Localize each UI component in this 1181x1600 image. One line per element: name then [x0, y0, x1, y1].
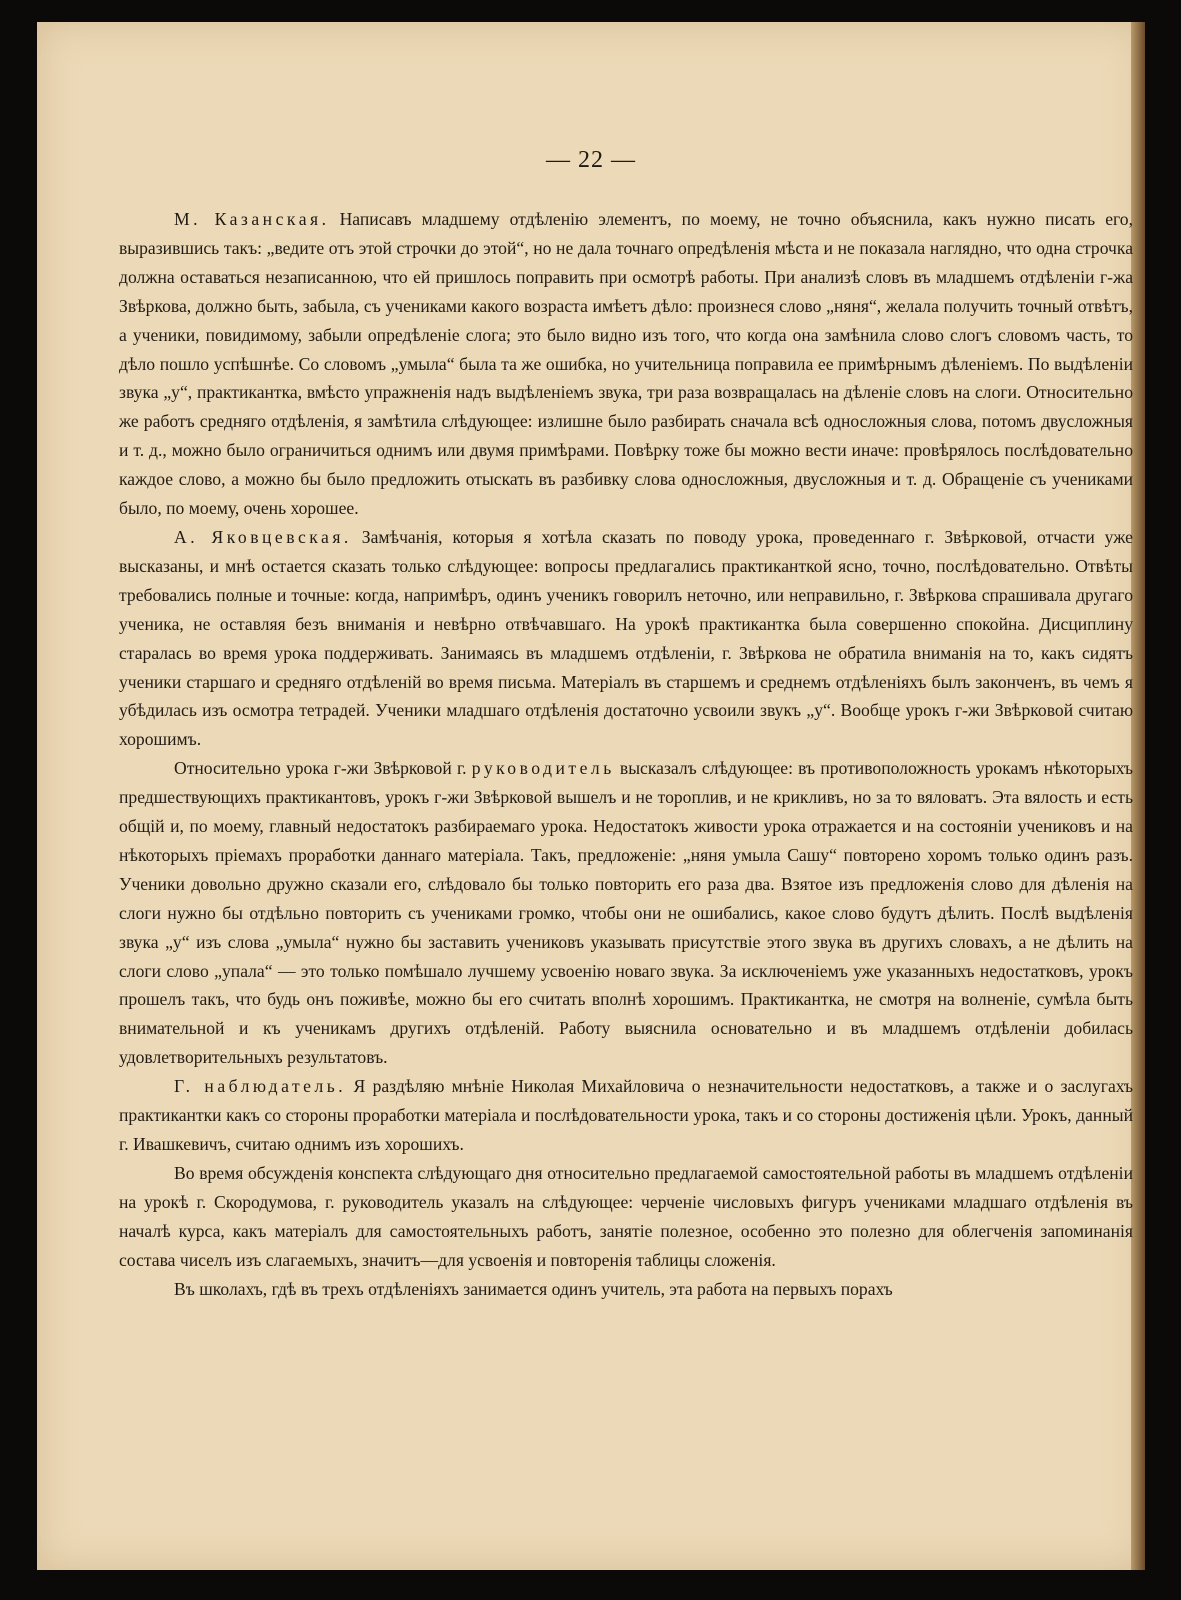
spaced-word: руководитель [471, 758, 615, 779]
paragraph-text: Написавъ младшему отдѣленію элементъ, по моему, не точно объяснила, какъ нужно писать его, выразившись такъ: „ведите отъ этой строчки до этой“, но не дала точнаго опредѣленія мѣста и не показала наглядно, что одна строчка должна оставаться незаписанною, что ей пришлось поправить при осмотрѣ работы. При анализѣ словъ въ младшемъ отдѣленіи г-жа Звѣркова, должно быть, забыла, съ учениками какого возраста имѣетъ дѣло: произнеся слово „няня“, желала получить точный отвѣтъ, а ученики, повидимому, забыли опредѣленіе слога; это было видно изъ того, что когда она замѣнила слово слогъ словомъ часть, то дѣло пошло успѣшнѣе. Со словомъ „умыла“ была та же ошибка, но учительница поправила ее примѣрнымъ дѣленіемъ. По выдѣленіи звука „у“, практикантка, вмѣсто упражненія надъ выдѣленіемъ звука, три раза возвращалась на дѣленіе словъ на слоги. Относительно же работъ средняго отдѣленія, я замѣтила слѣдующее: излишне было разбирать сначала всѣ односложныя слова, потомъ двусложныя и т. д., можно было ограничиться однимъ или двумя примѣрами. Повѣрку тоже бы можно вести иначе: провѣрялось послѣдовательно каждое слово, а можно бы было предложить отыскать въ разбивку слова односложныя, двусложныя и т. д. Обращеніе съ учениками было, по моему, очень хорошее. [119, 209, 1133, 519]
paragraph-kazanskaya [119, 205, 1133, 523]
paragraph-text: Во время обсужденія конспекта слѣдующаго дня относительно предлагаемой самостоятельной работы въ младшемъ отдѣленіи на урокѣ г. Скородумова, г. руководитель указалъ на слѣдующее: черченіе числовыхъ фигуръ учениками младшаго отдѣленія въ началѣ курса, какъ матеріалъ для самостоятельныхъ работъ, занятіе полезное, особенно это полезно для облегченія запоминанія состава чиселъ изъ слагаемыхъ, значитъ—для усвоенія и повторенія таблицы сложенія. [119, 1162, 1133, 1270]
page-number: — 22 — [546, 147, 636, 173]
paragraph-text-before: Относительно урока г-жи Звѣрковой г. [174, 758, 467, 779]
speaker-name: М. Казанская. [174, 209, 330, 229]
speaker-name: А. Яковцевская. [174, 526, 352, 547]
paragraph-text: Въ школахъ, гдѣ въ трехъ отдѣленіяхъ занимается одинъ учитель, эта работа на первыхъ порахъ [174, 1278, 893, 1299]
speaker-name: Г. наблюдатель. [174, 1076, 347, 1097]
paragraph-konspekt [119, 1159, 1133, 1275]
paragraph-text: Замѣчанія, которыя я хотѣла сказать по поводу урока, проведеннаго г. Звѣрковой, отчасти уже высказаны, и мнѣ остается сказать только слѣдующее: вопросы предлагались практиканткой ясно, точно, послѣдовательно. Отвѣты требовались полные и точные: когда, напримѣръ, одинъ ученикъ говорилъ неточно, или неправильно, г. Звѣркова спрашивала другаго ученика, не оставляя безъ вниманія и невѣрно отвѣчавшаго. На урокѣ практикантка была совершенно спокойна. Дисциплину старалась во время урока поддерживать. Занимаясь въ младшемъ отдѣленіи, г. Звѣркова не обратила вниманія на то, какъ сидятъ ученики старшаго и средняго отдѣленій во время письма. Матеріалъ въ старшемъ и среднемъ отдѣленіяхъ былъ законченъ, въ чемъ я убѣдилась изъ осмотра тетрадей. Ученики младшаго отдѣленія достаточно усвоили звукъ „у“. Вообще урокъ г-жи Звѣрковой считаю хорошимъ. [119, 526, 1133, 750]
paragraph-nablyudatel [119, 1072, 1133, 1159]
paragraph-text: Я раздѣляю мнѣніе Николая Михайловича о незначительности недостатковъ, а также и о заслугахъ практикантки какъ со стороны проработки матеріала и послѣдовательности урока, такъ и со стороны достиженія цѣли. Урокъ, данный г. Ивашкевичъ, считаю однимъ изъ хорошихъ. [119, 1076, 1133, 1154]
paragraph-rukovoditel [119, 754, 1133, 1072]
paragraph-text-after: высказалъ слѣдующее: въ противоположность урокамъ нѣкоторыхъ предшествующихъ практикантовъ, урокъ г-жи Звѣрковой вышелъ и не тороплив, и не крикливъ, но за то вяловатъ. Эта вялость и есть общій и, по моему, главный недостатокъ разбираемаго урока. Недостатокъ живости урока отражается и на состояніи учениковъ и на нѣкоторыхъ пріемахъ проработки даннаго матеріала. Такъ, предложеніе: „няня умыла Сашу“ повторено хоромъ только одинъ разъ. Ученики довольно дружно сказали его, слѣдовало бы только повторить его раза два. Взятое изъ предложенія слово для дѣленія на слоги нужно бы отдѣльно повторить съ учениками громко, чтобы они не ошибались, какое слово будутъ дѣлить. Послѣ выдѣленія звука „у“ изъ слова „умыла“ нужно бы заставить учениковъ указывать присутствіе этого звука въ другихъ словахъ, а не дѣлить на слоги слово „упала“ — это только помѣшало лучшему усвоенію новаго звука. За исключеніемъ уже указанныхъ недостатковъ, урокъ прошелъ такъ, что будь онъ поживѣе, можно бы его считать вполнѣ хорошимъ. Практикантка, не смотря на волненіе, сумѣла быть внимательной и къ ученикамъ другихъ отдѣленій. Работу выяснила основательно и въ младшемъ отдѣленіи добилась удовлетворительныхъ результатовъ. [119, 758, 1133, 1068]
paragraph-shkolakh [119, 1275, 1133, 1304]
paragraph-yakovtsevskaya [119, 523, 1133, 754]
body-text [119, 205, 1133, 1303]
book-page [37, 22, 1145, 1570]
page-spine-edge [1131, 22, 1145, 1570]
